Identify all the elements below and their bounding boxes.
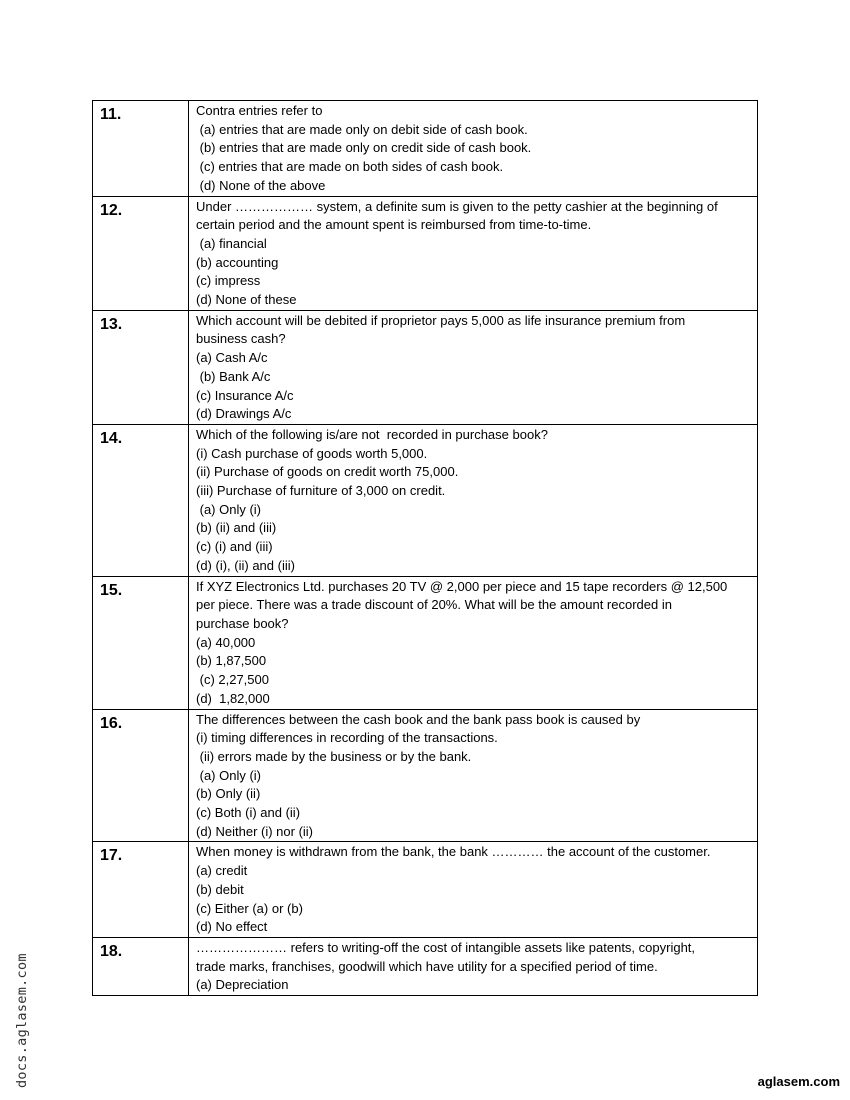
question-row [93,196,758,310]
question-text-line: (c) Both (i) and (ii) [196,805,301,821]
question-body [189,937,758,995]
question-text: When money is withdrawn from the bank, the bank ………… the account of the customer. [196,844,711,860]
question-text-line: (b) Only (ii) [196,786,261,802]
question-text-line: (iii) Purchase of furniture of 3,000 on credit. [196,483,446,499]
question-number: 11. [93,101,189,197]
question-text-line: (a) financial [196,235,267,251]
question-text-line: (c) 2,27,500 [196,672,269,688]
question-text-line: (d) Neither (i) nor (ii) [196,823,314,839]
question-text-line: (c) Insurance A/c [196,387,294,403]
question-text-line: certain period and the amount spent is reimbursed from time-to-time. [196,217,592,233]
question-text-line: business cash? [196,331,286,347]
question-text-line: per piece. There was a trade discount of 20%. What will be the amount recorded in [196,597,672,613]
question-text: Which of the following is/are not recorded in purchase book? [196,426,548,442]
question-text-line: (d) (i), (ii) and (iii) [196,557,295,573]
question-text-line: (i) timing differences in recording of the transactions. [196,730,498,746]
question-text-line: (c) impress [196,273,261,289]
question-text-line: (b) entries that are made only on credit side of cash book. [196,140,532,156]
question-text-line: (c) Either (a) or (b) [196,900,303,916]
question-number: 17. [93,842,189,938]
question-table [92,100,758,996]
question-text-line: (a) 40,000 [196,634,256,650]
question-text-line: (ii) errors made by the business or by the bank. [196,748,472,764]
question-number: 14. [93,424,189,576]
question-text-line: (d) No effect [196,919,268,935]
footer-brand-link[interactable]: aglasem.com [757,1074,840,1089]
question-text-line: (ii) Purchase of goods on credit worth 75,000. [196,464,459,480]
question-text-line: (a) Only (i) [196,501,261,517]
question-text-line: (d) 1,82,000 [196,690,270,706]
question-text-line: (d) None of the above [196,177,326,193]
question-text: ………………… refers to writing-off the cost of intangible assets like patents, copyright, [196,939,696,955]
question-number: 12. [93,196,189,310]
question-number: 18. [93,937,189,995]
question-row [93,310,758,424]
question-text: The differences between the cash book and the bank pass book is caused by [196,711,641,727]
question-text-line: (b) (ii) and (iii) [196,520,277,536]
question-text-line: trade marks, franchises, goodwill which have utility for a specified period of time. [196,958,658,974]
question-body [189,101,758,197]
question-text-line: (b) accounting [196,254,279,270]
question-text-line: (d) Drawings A/c [196,406,292,422]
question-number: 13. [93,310,189,424]
question-text-line: (a) Depreciation [196,977,289,993]
question-text-line: (b) Bank A/c [196,368,271,384]
question-text-line: (c) (i) and (iii) [196,539,273,555]
question-text-line: (a) credit [196,863,248,879]
question-row [93,101,758,197]
question-row [93,842,758,938]
question-text: Under ……………… system, a definite sum is given to the petty cashier at the beginning of [196,198,718,214]
question-text-line: (a) Only (i) [196,767,261,783]
question-row [93,709,758,842]
question-table-body [93,101,758,996]
question-body [189,196,758,310]
question-text-line: (a) entries that are made only on debit side of cash book. [196,121,528,137]
question-body [189,576,758,709]
question-text: Which account will be debited if proprietor pays 5,000 as life insurance premium from [196,312,686,328]
question-body [189,310,758,424]
question-text-line: (c) entries that are made on both sides of cash book. [196,159,504,175]
question-number: 16. [93,709,189,842]
question-text-line: (a) Cash A/c [196,350,268,366]
question-row [93,937,758,995]
side-watermark: docs.aglasem.com [14,953,30,1088]
question-text-line: (i) Cash purchase of goods worth 5,000. [196,445,428,461]
question-text: If XYZ Electronics Ltd. purchases 20 TV @ 2,000 per piece and 15 tape recorders @ 12,500 [196,578,728,594]
question-body [189,842,758,938]
question-row [93,424,758,576]
question-body [189,424,758,576]
question-text-line: (d) None of these [196,292,297,308]
question-row [93,576,758,709]
question-number: 15. [93,576,189,709]
question-text-line: purchase book? [196,615,289,631]
question-text-line: (b) 1,87,500 [196,653,267,669]
question-text: Contra entries refer to [196,103,323,118]
question-body [189,709,758,842]
question-text-line: (b) debit [196,881,244,897]
